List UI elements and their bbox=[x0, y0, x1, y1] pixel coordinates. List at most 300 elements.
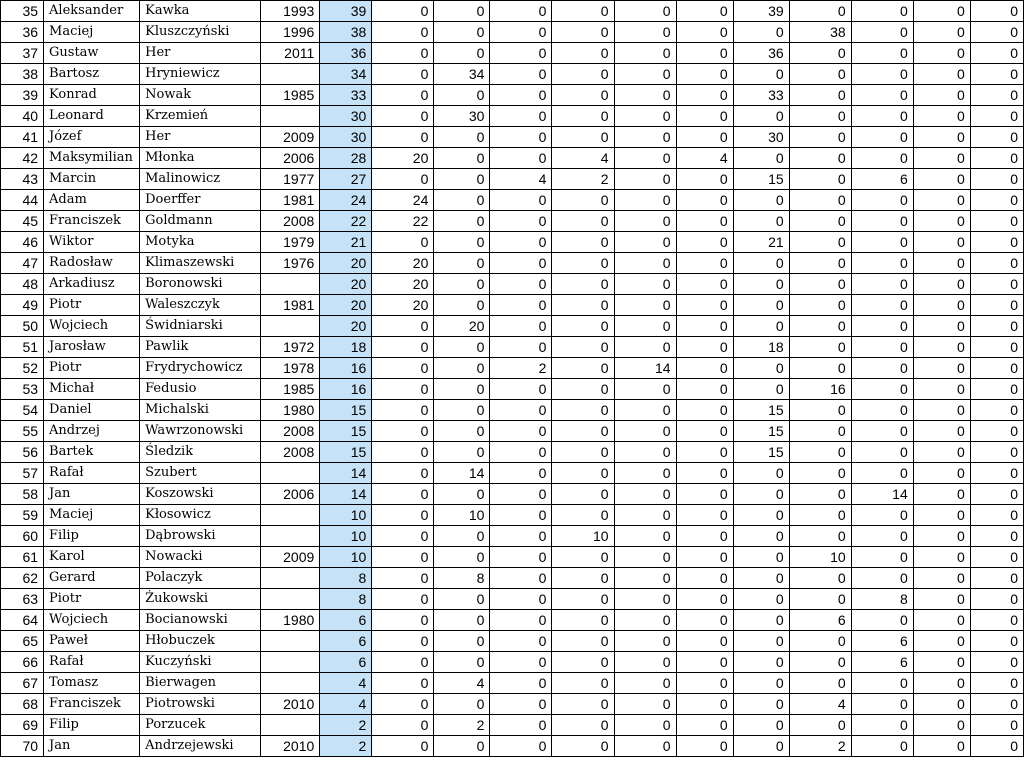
rank-cell: 39 bbox=[1, 85, 44, 106]
event-9-points-cell: 0 bbox=[851, 463, 913, 484]
event-2-points-cell: 0 bbox=[434, 43, 490, 64]
total-points-cell: 20 bbox=[320, 253, 372, 274]
event-3-points-cell: 0 bbox=[490, 22, 552, 43]
event-1-points-cell: 0 bbox=[372, 232, 434, 253]
event-8-points-cell: 0 bbox=[789, 442, 851, 463]
rank-cell: 70 bbox=[1, 736, 44, 757]
rank-cell: 46 bbox=[1, 232, 44, 253]
event-11-points-cell: 0 bbox=[970, 673, 1023, 694]
event-8-points-cell: 0 bbox=[789, 190, 851, 211]
event-5-points-cell: 0 bbox=[614, 85, 676, 106]
birth-year-cell: 2009 bbox=[261, 127, 320, 148]
event-8-points-cell: 0 bbox=[789, 715, 851, 736]
event-6-points-cell: 0 bbox=[676, 652, 733, 673]
ranking-table-body bbox=[1, 1, 1024, 757]
last-name-cell: Malinowicz bbox=[140, 169, 261, 190]
rank-cell: 63 bbox=[1, 589, 44, 610]
event-1-points-cell: 0 bbox=[372, 610, 434, 631]
birth-year-cell: 1977 bbox=[261, 169, 320, 190]
event-2-points-cell: 20 bbox=[434, 316, 490, 337]
event-9-points-cell: 0 bbox=[851, 1, 913, 22]
event-2-points-cell: 0 bbox=[434, 337, 490, 358]
total-points-cell: 30 bbox=[320, 106, 372, 127]
event-1-points-cell: 0 bbox=[372, 694, 434, 715]
event-6-points-cell: 0 bbox=[676, 190, 733, 211]
event-11-points-cell: 0 bbox=[970, 505, 1023, 526]
event-7-points-cell: 0 bbox=[733, 106, 789, 127]
last-name-cell: Klimaszewski bbox=[140, 253, 261, 274]
event-5-points-cell: 0 bbox=[614, 610, 676, 631]
table-row bbox=[1, 274, 1024, 295]
total-points-cell: 4 bbox=[320, 673, 372, 694]
event-3-points-cell: 0 bbox=[490, 295, 552, 316]
event-6-points-cell: 4 bbox=[676, 148, 733, 169]
event-5-points-cell: 0 bbox=[614, 1, 676, 22]
event-9-points-cell: 0 bbox=[851, 610, 913, 631]
event-6-points-cell: 0 bbox=[676, 64, 733, 85]
event-3-points-cell: 0 bbox=[490, 547, 552, 568]
event-10-points-cell: 0 bbox=[913, 148, 970, 169]
event-11-points-cell: 0 bbox=[970, 295, 1023, 316]
event-6-points-cell: 0 bbox=[676, 673, 733, 694]
event-3-points-cell: 0 bbox=[490, 631, 552, 652]
birth-year-cell: 1979 bbox=[261, 232, 320, 253]
event-1-points-cell: 0 bbox=[372, 589, 434, 610]
event-11-points-cell: 0 bbox=[970, 379, 1023, 400]
event-5-points-cell: 0 bbox=[614, 190, 676, 211]
birth-year-cell: 1996 bbox=[261, 22, 320, 43]
event-3-points-cell: 0 bbox=[490, 421, 552, 442]
event-2-points-cell: 0 bbox=[434, 253, 490, 274]
event-11-points-cell: 0 bbox=[970, 1, 1023, 22]
table-row bbox=[1, 211, 1024, 232]
birth-year-cell bbox=[261, 631, 320, 652]
event-10-points-cell: 0 bbox=[913, 463, 970, 484]
event-4-points-cell: 0 bbox=[552, 568, 614, 589]
event-10-points-cell: 0 bbox=[913, 127, 970, 148]
event-8-points-cell: 6 bbox=[789, 610, 851, 631]
event-8-points-cell: 0 bbox=[789, 64, 851, 85]
event-2-points-cell: 0 bbox=[434, 190, 490, 211]
total-points-cell: 14 bbox=[320, 484, 372, 505]
last-name-cell: Piotrowski bbox=[140, 694, 261, 715]
event-6-points-cell: 0 bbox=[676, 169, 733, 190]
event-7-points-cell: 0 bbox=[733, 652, 789, 673]
rank-cell: 36 bbox=[1, 22, 44, 43]
event-4-points-cell: 0 bbox=[552, 673, 614, 694]
birth-year-cell: 1972 bbox=[261, 337, 320, 358]
birth-year-cell bbox=[261, 568, 320, 589]
table-row bbox=[1, 421, 1024, 442]
event-3-points-cell: 0 bbox=[490, 526, 552, 547]
event-5-points-cell: 0 bbox=[614, 463, 676, 484]
event-6-points-cell: 0 bbox=[676, 484, 733, 505]
total-points-cell: 8 bbox=[320, 568, 372, 589]
first-name-cell: Rafał bbox=[44, 463, 140, 484]
event-8-points-cell: 38 bbox=[789, 22, 851, 43]
event-1-points-cell: 0 bbox=[372, 127, 434, 148]
last-name-cell: Świdniarski bbox=[140, 316, 261, 337]
event-2-points-cell: 0 bbox=[434, 22, 490, 43]
event-6-points-cell: 0 bbox=[676, 106, 733, 127]
event-5-points-cell: 0 bbox=[614, 211, 676, 232]
event-6-points-cell: 0 bbox=[676, 463, 733, 484]
event-1-points-cell: 0 bbox=[372, 400, 434, 421]
event-7-points-cell: 0 bbox=[733, 463, 789, 484]
event-5-points-cell: 0 bbox=[614, 148, 676, 169]
event-4-points-cell: 0 bbox=[552, 610, 614, 631]
event-4-points-cell: 0 bbox=[552, 1, 614, 22]
birth-year-cell: 1981 bbox=[261, 295, 320, 316]
event-10-points-cell: 0 bbox=[913, 484, 970, 505]
event-7-points-cell: 0 bbox=[733, 64, 789, 85]
event-11-points-cell: 0 bbox=[970, 85, 1023, 106]
first-name-cell: Daniel bbox=[44, 400, 140, 421]
table-row bbox=[1, 631, 1024, 652]
event-9-points-cell: 6 bbox=[851, 631, 913, 652]
event-7-points-cell: 0 bbox=[733, 253, 789, 274]
event-1-points-cell: 0 bbox=[372, 715, 434, 736]
event-4-points-cell: 0 bbox=[552, 547, 614, 568]
event-8-points-cell: 0 bbox=[789, 484, 851, 505]
event-11-points-cell: 0 bbox=[970, 610, 1023, 631]
total-points-cell: 15 bbox=[320, 400, 372, 421]
event-11-points-cell: 0 bbox=[970, 358, 1023, 379]
first-name-cell: Konrad bbox=[44, 85, 140, 106]
last-name-cell: Szubert bbox=[140, 463, 261, 484]
first-name-cell: Piotr bbox=[44, 295, 140, 316]
event-7-points-cell: 0 bbox=[733, 694, 789, 715]
birth-year-cell: 1985 bbox=[261, 85, 320, 106]
event-10-points-cell: 0 bbox=[913, 85, 970, 106]
rank-cell: 64 bbox=[1, 610, 44, 631]
first-name-cell: Wojciech bbox=[44, 610, 140, 631]
rank-cell: 41 bbox=[1, 127, 44, 148]
event-8-points-cell: 0 bbox=[789, 673, 851, 694]
first-name-cell: Filip bbox=[44, 526, 140, 547]
event-10-points-cell: 0 bbox=[913, 673, 970, 694]
birth-year-cell bbox=[261, 526, 320, 547]
event-4-points-cell: 0 bbox=[552, 589, 614, 610]
rank-cell: 37 bbox=[1, 43, 44, 64]
total-points-cell: 6 bbox=[320, 610, 372, 631]
event-4-points-cell: 0 bbox=[552, 106, 614, 127]
birth-year-cell: 2008 bbox=[261, 211, 320, 232]
total-points-cell: 8 bbox=[320, 589, 372, 610]
last-name-cell: Boronowski bbox=[140, 274, 261, 295]
event-9-points-cell: 0 bbox=[851, 694, 913, 715]
rank-cell: 50 bbox=[1, 316, 44, 337]
birth-year-cell: 1980 bbox=[261, 400, 320, 421]
event-8-points-cell: 0 bbox=[789, 631, 851, 652]
event-1-points-cell: 0 bbox=[372, 43, 434, 64]
table-row bbox=[1, 148, 1024, 169]
first-name-cell: Franciszek bbox=[44, 694, 140, 715]
total-points-cell: 39 bbox=[320, 1, 372, 22]
event-8-points-cell: 0 bbox=[789, 589, 851, 610]
event-6-points-cell: 0 bbox=[676, 400, 733, 421]
event-1-points-cell: 24 bbox=[372, 190, 434, 211]
event-8-points-cell: 0 bbox=[789, 526, 851, 547]
event-3-points-cell: 0 bbox=[490, 274, 552, 295]
event-7-points-cell: 0 bbox=[733, 358, 789, 379]
event-5-points-cell: 0 bbox=[614, 106, 676, 127]
total-points-cell: 16 bbox=[320, 379, 372, 400]
last-name-cell: Motyka bbox=[140, 232, 261, 253]
rank-cell: 48 bbox=[1, 274, 44, 295]
rank-cell: 54 bbox=[1, 400, 44, 421]
event-1-points-cell: 22 bbox=[372, 211, 434, 232]
total-points-cell: 20 bbox=[320, 274, 372, 295]
event-4-points-cell: 0 bbox=[552, 652, 614, 673]
event-4-points-cell: 0 bbox=[552, 463, 614, 484]
event-3-points-cell: 0 bbox=[490, 253, 552, 274]
rank-cell: 53 bbox=[1, 379, 44, 400]
event-7-points-cell: 0 bbox=[733, 316, 789, 337]
event-7-points-cell: 15 bbox=[733, 400, 789, 421]
event-2-points-cell: 0 bbox=[434, 631, 490, 652]
event-8-points-cell: 0 bbox=[789, 211, 851, 232]
event-1-points-cell: 0 bbox=[372, 358, 434, 379]
event-5-points-cell: 0 bbox=[614, 64, 676, 85]
rank-cell: 52 bbox=[1, 358, 44, 379]
event-5-points-cell: 0 bbox=[614, 715, 676, 736]
first-name-cell: Filip bbox=[44, 715, 140, 736]
last-name-cell: Fedusio bbox=[140, 379, 261, 400]
event-9-points-cell: 0 bbox=[851, 64, 913, 85]
total-points-cell: 30 bbox=[320, 127, 372, 148]
last-name-cell: Krzemień bbox=[140, 106, 261, 127]
birth-year-cell: 2008 bbox=[261, 442, 320, 463]
table-row bbox=[1, 253, 1024, 274]
first-name-cell: Jan bbox=[44, 736, 140, 757]
first-name-cell: Tomasz bbox=[44, 673, 140, 694]
event-8-points-cell: 0 bbox=[789, 274, 851, 295]
event-3-points-cell: 0 bbox=[490, 610, 552, 631]
total-points-cell: 27 bbox=[320, 169, 372, 190]
event-10-points-cell: 0 bbox=[913, 337, 970, 358]
birth-year-cell: 1981 bbox=[261, 190, 320, 211]
event-6-points-cell: 0 bbox=[676, 610, 733, 631]
event-10-points-cell: 0 bbox=[913, 316, 970, 337]
event-2-points-cell: 0 bbox=[434, 379, 490, 400]
rank-cell: 66 bbox=[1, 652, 44, 673]
last-name-cell: Koszowski bbox=[140, 484, 261, 505]
event-6-points-cell: 0 bbox=[676, 442, 733, 463]
last-name-cell: Doerffer bbox=[140, 190, 261, 211]
rank-cell: 60 bbox=[1, 526, 44, 547]
event-3-points-cell: 0 bbox=[490, 673, 552, 694]
first-name-cell: Marcin bbox=[44, 169, 140, 190]
event-7-points-cell: 0 bbox=[733, 673, 789, 694]
event-11-points-cell: 0 bbox=[970, 253, 1023, 274]
total-points-cell: 14 bbox=[320, 463, 372, 484]
rank-cell: 67 bbox=[1, 673, 44, 694]
event-7-points-cell: 0 bbox=[733, 379, 789, 400]
event-9-points-cell: 0 bbox=[851, 127, 913, 148]
event-4-points-cell: 0 bbox=[552, 694, 614, 715]
event-2-points-cell: 0 bbox=[434, 694, 490, 715]
first-name-cell: Piotr bbox=[44, 589, 140, 610]
event-7-points-cell: 21 bbox=[733, 232, 789, 253]
event-3-points-cell: 0 bbox=[490, 316, 552, 337]
event-9-points-cell: 0 bbox=[851, 379, 913, 400]
total-points-cell: 28 bbox=[320, 148, 372, 169]
event-11-points-cell: 0 bbox=[970, 484, 1023, 505]
event-3-points-cell: 2 bbox=[490, 358, 552, 379]
event-11-points-cell: 0 bbox=[970, 421, 1023, 442]
event-1-points-cell: 0 bbox=[372, 316, 434, 337]
event-1-points-cell: 0 bbox=[372, 64, 434, 85]
event-2-points-cell: 8 bbox=[434, 568, 490, 589]
event-5-points-cell: 0 bbox=[614, 526, 676, 547]
event-5-points-cell: 0 bbox=[614, 232, 676, 253]
event-7-points-cell: 18 bbox=[733, 337, 789, 358]
event-5-points-cell: 0 bbox=[614, 169, 676, 190]
event-11-points-cell: 0 bbox=[970, 337, 1023, 358]
event-7-points-cell: 0 bbox=[733, 295, 789, 316]
event-2-points-cell: 0 bbox=[434, 547, 490, 568]
first-name-cell: Karol bbox=[44, 547, 140, 568]
event-9-points-cell: 8 bbox=[851, 589, 913, 610]
rank-cell: 42 bbox=[1, 148, 44, 169]
event-10-points-cell: 0 bbox=[913, 568, 970, 589]
first-name-cell: Rafał bbox=[44, 652, 140, 673]
first-name-cell: Wojciech bbox=[44, 316, 140, 337]
event-9-points-cell: 0 bbox=[851, 148, 913, 169]
event-9-points-cell: 0 bbox=[851, 547, 913, 568]
event-6-points-cell: 0 bbox=[676, 694, 733, 715]
event-10-points-cell: 0 bbox=[913, 526, 970, 547]
event-1-points-cell: 0 bbox=[372, 673, 434, 694]
event-10-points-cell: 0 bbox=[913, 715, 970, 736]
event-2-points-cell: 0 bbox=[434, 127, 490, 148]
event-7-points-cell: 0 bbox=[733, 484, 789, 505]
total-points-cell: 6 bbox=[320, 652, 372, 673]
event-9-points-cell: 0 bbox=[851, 316, 913, 337]
table-row bbox=[1, 358, 1024, 379]
event-3-points-cell: 0 bbox=[490, 232, 552, 253]
table-row bbox=[1, 379, 1024, 400]
event-9-points-cell: 0 bbox=[851, 85, 913, 106]
event-1-points-cell: 20 bbox=[372, 148, 434, 169]
first-name-cell: Adam bbox=[44, 190, 140, 211]
event-10-points-cell: 0 bbox=[913, 43, 970, 64]
event-3-points-cell: 0 bbox=[490, 694, 552, 715]
event-9-points-cell: 0 bbox=[851, 715, 913, 736]
first-name-cell: Wiktor bbox=[44, 232, 140, 253]
event-11-points-cell: 0 bbox=[970, 148, 1023, 169]
event-10-points-cell: 0 bbox=[913, 631, 970, 652]
event-6-points-cell: 0 bbox=[676, 526, 733, 547]
event-10-points-cell: 0 bbox=[913, 379, 970, 400]
last-name-cell: Nowak bbox=[140, 85, 261, 106]
event-2-points-cell: 0 bbox=[434, 610, 490, 631]
table-row bbox=[1, 442, 1024, 463]
total-points-cell: 6 bbox=[320, 631, 372, 652]
event-8-points-cell: 0 bbox=[789, 232, 851, 253]
last-name-cell: Waleszczyk bbox=[140, 295, 261, 316]
total-points-cell: 38 bbox=[320, 22, 372, 43]
birth-year-cell: 2010 bbox=[261, 736, 320, 757]
last-name-cell: Nowacki bbox=[140, 547, 261, 568]
event-4-points-cell: 0 bbox=[552, 631, 614, 652]
first-name-cell: Andrzej bbox=[44, 421, 140, 442]
first-name-cell: Gustaw bbox=[44, 43, 140, 64]
event-3-points-cell: 0 bbox=[490, 442, 552, 463]
total-points-cell: 21 bbox=[320, 232, 372, 253]
event-3-points-cell: 0 bbox=[490, 211, 552, 232]
birth-year-cell: 2009 bbox=[261, 547, 320, 568]
birth-year-cell: 1976 bbox=[261, 253, 320, 274]
event-8-points-cell: 0 bbox=[789, 358, 851, 379]
event-11-points-cell: 0 bbox=[970, 547, 1023, 568]
table-row bbox=[1, 1, 1024, 22]
event-11-points-cell: 0 bbox=[970, 652, 1023, 673]
event-2-points-cell: 0 bbox=[434, 232, 490, 253]
event-10-points-cell: 0 bbox=[913, 232, 970, 253]
event-5-points-cell: 0 bbox=[614, 127, 676, 148]
event-4-points-cell: 0 bbox=[552, 358, 614, 379]
first-name-cell: Franciszek bbox=[44, 211, 140, 232]
event-4-points-cell: 0 bbox=[552, 64, 614, 85]
event-2-points-cell: 10 bbox=[434, 505, 490, 526]
event-2-points-cell: 0 bbox=[434, 148, 490, 169]
last-name-cell: Bierwagen bbox=[140, 673, 261, 694]
first-name-cell: Bartosz bbox=[44, 64, 140, 85]
event-8-points-cell: 0 bbox=[789, 253, 851, 274]
event-3-points-cell: 0 bbox=[490, 190, 552, 211]
event-10-points-cell: 0 bbox=[913, 442, 970, 463]
event-7-points-cell: 0 bbox=[733, 631, 789, 652]
first-name-cell: Paweł bbox=[44, 631, 140, 652]
event-10-points-cell: 0 bbox=[913, 295, 970, 316]
table-row bbox=[1, 736, 1024, 757]
rank-cell: 59 bbox=[1, 505, 44, 526]
event-4-points-cell: 0 bbox=[552, 190, 614, 211]
event-7-points-cell: 30 bbox=[733, 127, 789, 148]
event-11-points-cell: 0 bbox=[970, 694, 1023, 715]
event-8-points-cell: 0 bbox=[789, 43, 851, 64]
birth-year-cell: 2010 bbox=[261, 694, 320, 715]
event-7-points-cell: 0 bbox=[733, 22, 789, 43]
last-name-cell: Kłosowicz bbox=[140, 505, 261, 526]
event-10-points-cell: 0 bbox=[913, 1, 970, 22]
event-3-points-cell: 0 bbox=[490, 463, 552, 484]
event-7-points-cell: 0 bbox=[733, 715, 789, 736]
event-2-points-cell: 0 bbox=[434, 736, 490, 757]
rank-cell: 57 bbox=[1, 463, 44, 484]
event-5-points-cell: 0 bbox=[614, 736, 676, 757]
first-name-cell: Maksymilian bbox=[44, 148, 140, 169]
total-points-cell: 2 bbox=[320, 715, 372, 736]
event-11-points-cell: 0 bbox=[970, 211, 1023, 232]
birth-year-cell: 2006 bbox=[261, 484, 320, 505]
last-name-cell: Hryniewicz bbox=[140, 64, 261, 85]
event-9-points-cell: 0 bbox=[851, 253, 913, 274]
event-4-points-cell: 0 bbox=[552, 421, 614, 442]
event-10-points-cell: 0 bbox=[913, 736, 970, 757]
event-11-points-cell: 0 bbox=[970, 106, 1023, 127]
event-8-points-cell: 0 bbox=[789, 127, 851, 148]
first-name-cell: Jarosław bbox=[44, 337, 140, 358]
rank-cell: 65 bbox=[1, 631, 44, 652]
total-points-cell: 15 bbox=[320, 442, 372, 463]
event-7-points-cell: 0 bbox=[733, 547, 789, 568]
birth-year-cell bbox=[261, 64, 320, 85]
event-7-points-cell: 0 bbox=[733, 610, 789, 631]
first-name-cell: Maciej bbox=[44, 505, 140, 526]
